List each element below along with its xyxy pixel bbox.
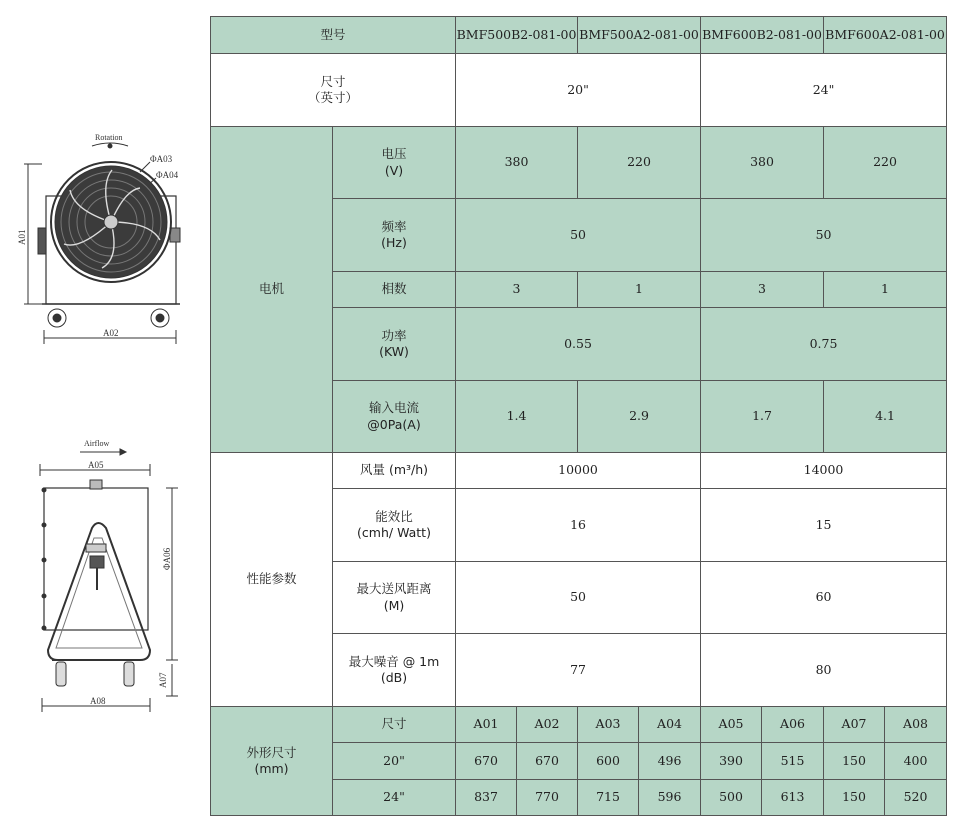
power-label-cell — [333, 308, 456, 381]
dimension-value: 400 — [885, 743, 947, 780]
dimension-value: 596 — [639, 780, 701, 816]
label-a02: A02 — [103, 328, 119, 338]
frequency-label-cell — [333, 199, 456, 272]
noise-label: 最大噪音 @ 1m — [348, 653, 440, 669]
current-value: 4.1 — [824, 381, 947, 453]
dimension-value: 150 — [824, 780, 885, 816]
label-a08: A08 — [90, 696, 106, 706]
voltage-value: 380 — [701, 127, 824, 199]
distance-label-cell — [333, 562, 456, 634]
distance-value: 60 — [701, 562, 947, 634]
size-label: 尺寸 — [320, 73, 346, 89]
noise-label-cell — [333, 634, 456, 707]
dimension-value: 600 — [578, 743, 639, 780]
current-value: 2.9 — [578, 381, 701, 453]
dimension-value: 837 — [456, 780, 517, 816]
power-label: 功率 — [381, 327, 407, 343]
dimension-column-header: A03 — [578, 707, 639, 743]
dimensions-row-size: 24" — [333, 780, 456, 816]
phase-label: 相数 — [333, 272, 456, 308]
noise-value: 77 — [456, 634, 701, 707]
dimensions-size-header: 尺寸 — [333, 707, 456, 743]
model-cell: BMF500A2-081-00 — [578, 17, 701, 54]
power-value: 0.75 — [701, 308, 947, 381]
size-unit: （英寸） — [308, 90, 359, 105]
size-value: 24" — [701, 54, 947, 127]
voltage-value: 380 — [456, 127, 578, 199]
technical-drawings — [0, 0, 205, 826]
model-header: 型号 — [211, 17, 456, 54]
current-label-cell — [333, 381, 456, 453]
dimension-value: 670 — [517, 743, 578, 780]
efficiency-label: 能效比 — [375, 508, 413, 524]
dimensions-row-size: 20" — [333, 743, 456, 780]
dimensions-group-cell — [211, 707, 333, 816]
phase-value: 3 — [456, 272, 578, 308]
dimension-value: 515 — [762, 743, 824, 780]
voltage-unit: (V) — [384, 162, 404, 178]
current-value: 1.4 — [456, 381, 578, 453]
label-a01: A01 — [17, 229, 27, 245]
voltage-row — [211, 127, 947, 199]
efficiency-value: 15 — [701, 489, 947, 562]
airflow-label: Airflow — [84, 439, 110, 448]
performance-group-label: 性能参数 — [211, 453, 333, 707]
dimension-value: 150 — [824, 743, 885, 780]
power-value: 0.55 — [456, 308, 701, 381]
dimension-column-header: A05 — [701, 707, 762, 743]
efficiency-value: 16 — [456, 489, 701, 562]
dimension-column-header: A04 — [639, 707, 701, 743]
dimension-column-header: A01 — [456, 707, 517, 743]
dimension-column-header: A02 — [517, 707, 578, 743]
voltage-value: 220 — [578, 127, 701, 199]
airflow-value: 14000 — [701, 453, 947, 489]
distance-label: 最大送风距离 — [356, 581, 432, 597]
label-a05: A05 — [88, 460, 104, 470]
model-row — [211, 17, 947, 54]
phase-value: 1 — [578, 272, 701, 308]
dimension-value: 500 — [701, 780, 762, 816]
frequency-unit: (Hz) — [381, 235, 407, 250]
side-view-drawing — [40, 439, 178, 712]
dimension-column-header: A07 — [824, 707, 885, 743]
frequency-value: 50 — [456, 199, 701, 272]
dimensions-group-label: 外形尺寸 — [246, 744, 297, 760]
size-row — [211, 54, 947, 127]
frequency-label: 频率 — [381, 218, 407, 234]
airflow-value: 10000 — [456, 453, 701, 489]
model-cell: BMF600B2-081-00 — [701, 17, 824, 54]
efficiency-label-cell — [333, 489, 456, 562]
frequency-value: 50 — [701, 199, 947, 272]
dimension-value: 670 — [456, 743, 517, 780]
dimensions-unit: (mm) — [254, 761, 289, 776]
dimension-value: 520 — [885, 780, 947, 816]
dimension-value: 390 — [701, 743, 762, 780]
dimension-value: 770 — [517, 780, 578, 816]
dimensions-header-row — [211, 707, 947, 743]
label-a06: ΦA06 — [162, 547, 172, 570]
phase-value: 3 — [701, 272, 824, 308]
distance-unit: (M) — [383, 597, 405, 613]
dimension-value: 496 — [639, 743, 701, 780]
motor-group-label: 电机 — [211, 127, 333, 453]
rotation-label: Rotation — [95, 133, 123, 142]
front-view-drawing — [17, 133, 180, 344]
voltage-label-cell — [333, 127, 456, 199]
model-cell: BMF500B2-081-00 — [456, 17, 578, 54]
dimension-value: 715 — [578, 780, 639, 816]
efficiency-unit: (cmh/ Watt) — [357, 525, 431, 540]
spec-table — [210, 16, 947, 816]
dimension-column-header: A08 — [885, 707, 947, 743]
airflow-label: 风量 (m³/h) — [333, 453, 456, 489]
size-label-cell — [211, 54, 456, 127]
noise-unit: (dB) — [380, 670, 408, 685]
distance-value: 50 — [456, 562, 701, 634]
current-label: 输入电流 — [369, 400, 420, 416]
voltage-value: 220 — [824, 127, 947, 199]
power-unit: (KW) — [379, 344, 409, 359]
label-a07: A07 — [158, 672, 168, 688]
label-a03: ΦA03 — [150, 154, 173, 164]
label-a04: ΦA04 — [156, 170, 179, 180]
model-cell: BMF600A2-081-00 — [824, 17, 947, 54]
noise-value: 80 — [701, 634, 947, 707]
current-unit: @0Pa(A) — [367, 416, 421, 432]
dimension-value: 613 — [762, 780, 824, 816]
phase-value: 1 — [824, 272, 947, 308]
current-value: 1.7 — [701, 381, 824, 453]
voltage-label: 电压 — [381, 146, 407, 162]
dimension-column-header: A06 — [762, 707, 824, 743]
size-value: 20" — [456, 54, 701, 127]
airflow-row — [211, 453, 947, 489]
